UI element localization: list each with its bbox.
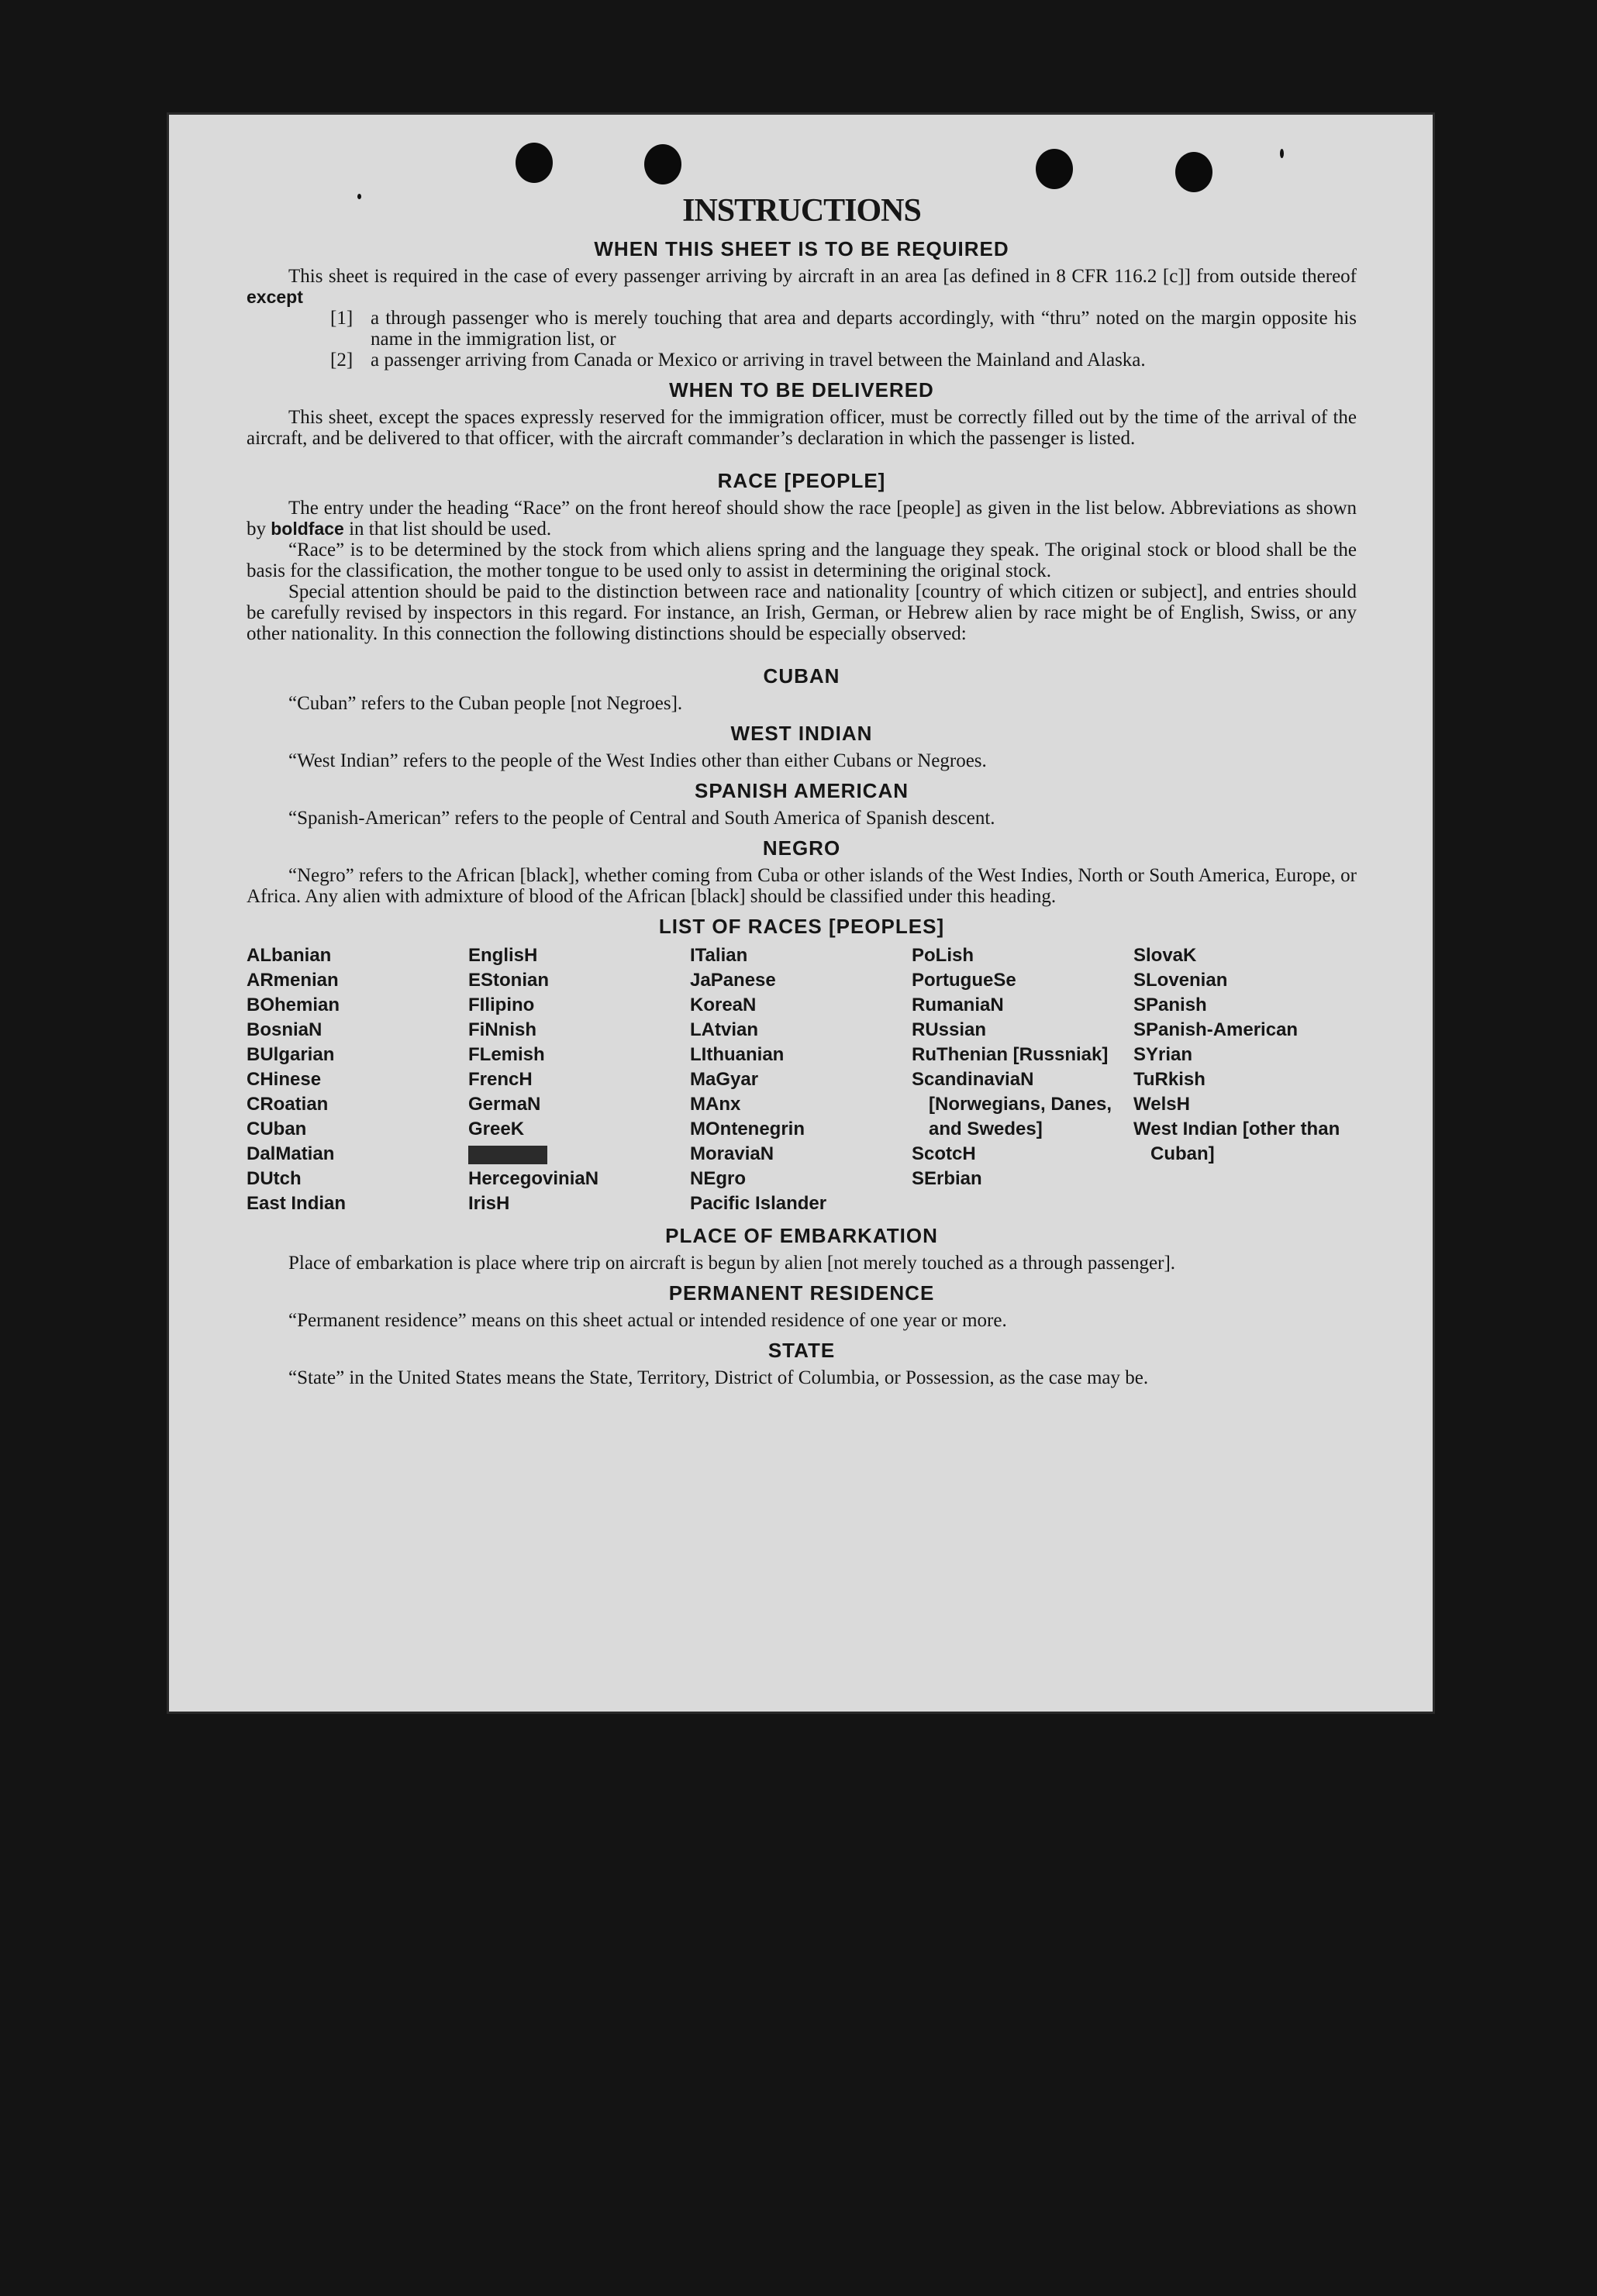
race-entry: RumaniaN xyxy=(912,995,1004,1015)
race-entry: PortugueSe xyxy=(912,970,1016,991)
punch-hole xyxy=(1175,152,1212,192)
heading-embarkation: PLACE OF EMBARKATION xyxy=(665,1224,938,1247)
races-column xyxy=(247,943,468,1216)
item-number: [1] xyxy=(330,308,354,329)
race-entry: MOntenegrin xyxy=(690,1119,805,1139)
races-column xyxy=(1133,943,1355,1216)
cuban-text: “Cuban” refers to the Cuban people [not Negroes]. xyxy=(288,693,683,714)
page-title: INSTRUCTIONS xyxy=(682,193,921,229)
embarkation-text: Place of embarkation is place where trip on aircraft is begun by alien [not merely touched as a through passenger]. xyxy=(288,1253,1176,1274)
redacted-race-entry xyxy=(468,1146,547,1164)
heading-list-of-races: LIST OF RACES [PEOPLES] xyxy=(658,915,945,938)
heading-negro: NEGRO xyxy=(762,836,841,860)
race-entry: HercegoviniaN xyxy=(468,1168,599,1189)
race-entry: RUssian xyxy=(912,1019,987,1040)
race-entry: MAnx xyxy=(690,1094,741,1115)
race-paragraph-1 xyxy=(247,498,1357,540)
race-entry: JaPanese xyxy=(690,970,776,991)
race-entry: DalMatian xyxy=(247,1143,335,1164)
heading-spanish-american: SPANISH AMERICAN xyxy=(694,779,909,802)
races-list xyxy=(247,943,1357,1216)
race-entry: CHinese xyxy=(247,1069,322,1090)
intro-text: This sheet is required in the case of every passenger arriving by aircraft in an area [as defined in 8 CFR 116.2 [c]] from outside thereof xyxy=(288,266,1357,287)
instructions-content xyxy=(247,192,1357,1388)
race-entry: MaGyar xyxy=(690,1069,759,1090)
race-entry: EnglisH xyxy=(468,945,538,966)
speck-mark xyxy=(1280,149,1284,158)
heading-race: RACE [PEOPLE] xyxy=(717,469,886,492)
race-p1-text: The entry under the heading “Race” on the front hereof should show the race [people] as given in the list below. Abbreviations as shown by xyxy=(247,498,1357,540)
race-entry: WelsH xyxy=(1133,1094,1190,1115)
race-entry: FLemish xyxy=(468,1044,545,1065)
state-text: “State” in the United States means the State, Territory, District of Columbia, or Possession, as the case may be. xyxy=(288,1367,1149,1388)
item-number: [2] xyxy=(330,350,354,371)
race-entry: Pacific Islander xyxy=(690,1193,827,1214)
races-column xyxy=(468,943,690,1216)
boldface-word: boldface xyxy=(271,519,344,539)
punch-hole xyxy=(644,144,681,184)
race-entry: NEgro xyxy=(690,1168,746,1189)
heading-cuban: CUBAN xyxy=(763,664,840,688)
race-entry xyxy=(468,1142,690,1167)
race-entry: GreeK xyxy=(468,1119,525,1139)
race-entry: SYrian xyxy=(1133,1044,1193,1065)
except-bold: except xyxy=(247,287,303,307)
heading-state: STATE xyxy=(767,1339,836,1362)
race-entry: SlovaK xyxy=(1133,945,1197,966)
race-entry: LIthuanian xyxy=(690,1044,785,1065)
negro-text: “Negro” refers to the African [black], whether coming from Cuba or other islands of the West Indies, North or South America, Europe, or Africa. Any alien with admixture of blood of the African [black] should be classified under this heading. xyxy=(247,865,1357,907)
race-entry: LAtvian xyxy=(690,1019,759,1040)
race-entry: PoLish xyxy=(912,945,974,966)
race-entry: BosniaN xyxy=(247,1019,323,1040)
race-entry: BOhemian xyxy=(247,995,340,1015)
heading-when-required: WHEN THIS SHEET IS TO BE REQUIRED xyxy=(594,237,1009,260)
race-entry: RuThenian [Russniak] xyxy=(912,1044,1109,1065)
punch-hole xyxy=(516,143,553,183)
race-entry: SPanish-American xyxy=(1133,1019,1299,1040)
heading-when-delivered: WHEN TO BE DELIVERED xyxy=(669,378,934,402)
race-entry: West Indian [other than Cuban] xyxy=(1133,1119,1340,1164)
race-entry: GermaN xyxy=(468,1094,541,1115)
races-column xyxy=(912,943,1133,1216)
race-entry: SLovenian xyxy=(1133,970,1228,991)
race-entry: MoraviaN xyxy=(690,1143,774,1164)
punch-hole xyxy=(1036,149,1073,189)
race-entry: ALbanian xyxy=(247,945,332,966)
permanent-residence-text: “Permanent residence” means on this sheet actual or intended residence of one year or more. xyxy=(288,1310,1007,1331)
races-column xyxy=(690,943,912,1216)
race-entry: FiNnish xyxy=(468,1019,536,1040)
race-entry: ARmenian xyxy=(247,970,339,991)
heading-west-indian: WEST INDIAN xyxy=(730,722,873,745)
item-text: a through passenger who is merely touching that area and departs accordingly, with “thru” noted on the margin opposite his name in the immigration list, or xyxy=(371,308,1357,350)
race-paragraph-2: “Race” is to be determined by the stock from which aliens spring and the language they speak. The original stock or blood shall be the basis for the classification, the mother tongue to be used only to assist in determining the original stock. xyxy=(247,540,1357,581)
race-entry: East Indian xyxy=(247,1193,347,1214)
race-entry: ScotcH xyxy=(912,1143,976,1164)
item-text: a passenger arriving from Canada or Mexico or arriving in travel between the Mainland and Alaska. xyxy=(371,350,1146,371)
race-entry: FIlipino xyxy=(468,995,535,1015)
race-entry: CRoatian xyxy=(247,1094,329,1115)
when-required-intro xyxy=(247,266,1357,308)
west-indian-text: “West Indian” refers to the people of the West Indies other than either Cubans or Negroes. xyxy=(288,750,987,771)
list-item xyxy=(330,350,1357,371)
race-entry: DUtch xyxy=(247,1168,302,1189)
race-entry: ScandinaviaN [Norwegians, Danes, and Swedes] xyxy=(912,1069,1112,1139)
spanish-american-text: “Spanish-American” refers to the people of Central and South America of Spanish descent. xyxy=(288,808,995,829)
race-entry: ITalian xyxy=(690,945,748,966)
race-entry: SErbian xyxy=(912,1168,982,1189)
document-sheet xyxy=(169,115,1433,1712)
race-entry: IrisH xyxy=(468,1193,510,1214)
race-entry: BUlgarian xyxy=(247,1044,335,1065)
race-entry: TuRkish xyxy=(1133,1069,1206,1090)
race-entry: KoreaN xyxy=(690,995,757,1015)
race-entry: SPanish xyxy=(1133,995,1207,1015)
race-entry: EStonian xyxy=(468,970,550,991)
race-entry: CUban xyxy=(247,1119,307,1139)
list-item xyxy=(330,308,1357,350)
when-delivered-text: This sheet, except the spaces expressly reserved for the immigration officer, must be correctly filled out by the time of the arrival of the aircraft, and be delivered to that officer, with the aircraft commander’s declaration in which the passenger is listed. xyxy=(247,407,1357,449)
race-entry: FrencH xyxy=(468,1069,533,1090)
heading-permanent-residence: PERMANENT RESIDENCE xyxy=(668,1281,935,1305)
race-paragraph-3: Special attention should be paid to the distinction between race and nationality [country of which citizen or subject], and entries should be carefully revised by inspectors in this regard. For instance, an Irish, German, or Hebrew alien by race might be of English, Swiss, or any other nationality. In this connection the following distinctions should be especially observed: xyxy=(247,581,1357,644)
race-p1-tail: in that list should be used. xyxy=(343,519,552,540)
